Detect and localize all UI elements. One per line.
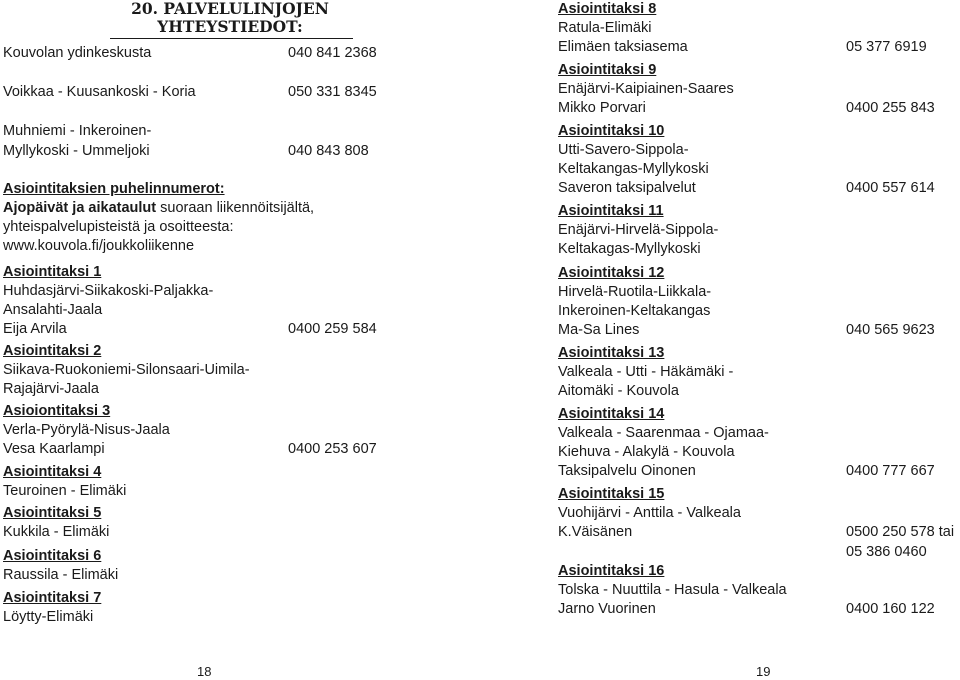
taxi-phone: 0400 253 607 bbox=[288, 441, 377, 457]
taxi-route: Valkeala - Utti - Häkämäki - bbox=[558, 364, 734, 380]
taxi-phone: 0500 250 578 tai bbox=[846, 524, 955, 540]
taxi-title: Asiointitaksi 4 bbox=[3, 464, 102, 480]
taxi-operator: K.Väisänen bbox=[558, 524, 633, 540]
taxi-title: Asiointitaksi 2 bbox=[3, 343, 102, 359]
schedule-note bbox=[3, 199, 314, 217]
taxi-title: Asiointitaksi 1 bbox=[3, 264, 102, 280]
taxi-route: Utti-Savero-Sippola- bbox=[558, 142, 689, 158]
schedule-url[interactable]: www.kouvola.fi/joukkoliikenne bbox=[3, 238, 195, 254]
taxi-route: Valkeala - Saarenmaa - Ojamaa- bbox=[558, 425, 769, 441]
taxi-phone: 0400 777 667 bbox=[846, 463, 935, 479]
taxi-route: Kiehuva - Alakylä - Kouvola bbox=[558, 444, 735, 460]
taxi-title: Asiointitaksi 15 bbox=[558, 486, 665, 502]
taxi-operator: Saveron taksipalvelut bbox=[558, 180, 696, 196]
taxi-operator: Jarno Vuorinen bbox=[558, 601, 656, 617]
taxi-title: Asiointitaksi 7 bbox=[3, 590, 102, 606]
taxi-route: Ratula-Elimäki bbox=[558, 20, 652, 36]
contact-phone: 040 841 2368 bbox=[288, 45, 377, 61]
schedule-note-line2: yhteispalvelupisteistä ja osoitteesta: bbox=[3, 219, 234, 235]
contact-phone: 050 331 8345 bbox=[288, 84, 377, 100]
contact-name: Myllykoski - Ummeljoki bbox=[3, 143, 150, 159]
taxi-operator: Taksipalvelu Oinonen bbox=[558, 463, 696, 479]
contact-name: Voikkaa - Kuusankoski - Koria bbox=[3, 84, 196, 100]
taxi-phone: 0400 259 584 bbox=[288, 321, 377, 337]
contact-phone: 040 843 808 bbox=[288, 143, 369, 159]
taxi-title: Asiointitaksi 14 bbox=[558, 406, 665, 422]
taxi-title: Asiointitaksi 5 bbox=[3, 505, 102, 521]
taxi-route: Huhdasjärvi-Siikakoski-Paljakka- bbox=[3, 283, 214, 299]
phone-heading: Asiointitaksien puhelinnumerot: bbox=[3, 181, 225, 197]
section-title bbox=[110, 0, 350, 36]
taxi-title: Asiointitaksi 11 bbox=[558, 203, 664, 219]
taxi-operator: Elimäen taksiasema bbox=[558, 39, 688, 55]
taxi-phone: 0400 160 122 bbox=[846, 601, 935, 617]
taxi-operator: Vesa Kaarlampi bbox=[3, 441, 105, 457]
taxi-route: Raussila - Elimäki bbox=[3, 567, 119, 583]
taxi-route: Siikava-Ruokoniemi-Silonsaari-Uimila- bbox=[3, 362, 250, 378]
taxi-phone: 0400 557 614 bbox=[846, 180, 935, 196]
section-title-line2: YHTEYSTIEDOT: bbox=[157, 17, 303, 36]
taxi-title: Asiointitaksi 12 bbox=[558, 265, 665, 281]
taxi-route: Keltakangas-Myllykoski bbox=[558, 161, 709, 177]
taxi-title: Asioiontitaksi 3 bbox=[3, 403, 111, 419]
taxi-title: Asiointitaksi 9 bbox=[558, 62, 657, 78]
page-number-left: 18 bbox=[197, 664, 212, 679]
taxi-phone: 0400 255 843 bbox=[846, 100, 935, 116]
taxi-phone: 05 377 6919 bbox=[846, 39, 927, 55]
taxi-title: Asiointitaksi 10 bbox=[558, 123, 665, 139]
taxi-route: Enäjärvi-Hirvelä-Sippola- bbox=[558, 222, 719, 238]
taxi-title: Asiointitaksi 16 bbox=[558, 563, 665, 579]
taxi-title: Asiointitaksi 8 bbox=[558, 1, 657, 17]
taxi-route: Teuroinen - Elimäki bbox=[3, 483, 127, 499]
taxi-route: Inkeroinen-Keltakangas bbox=[558, 303, 711, 319]
schedule-note-bold: Ajopäivät ja aikataulut bbox=[3, 200, 157, 216]
schedule-note-rest: suoraan liikennöitsijältä, bbox=[156, 200, 315, 216]
section-title-line1: 20. PALVELULINJOJEN bbox=[131, 0, 329, 18]
taxi-phone: 040 565 9623 bbox=[846, 322, 935, 338]
taxi-route: Kukkila - Elimäki bbox=[3, 524, 110, 540]
taxi-route: Hirvelä-Ruotila-Liikkala- bbox=[558, 284, 712, 300]
taxi-route: Keltakagas-Myllykoski bbox=[558, 241, 701, 257]
taxi-route: Ansalahti-Jaala bbox=[3, 302, 103, 318]
taxi-route: Tolska - Nuuttila - Hasula - Valkeala bbox=[558, 582, 787, 598]
taxi-operator: Mikko Porvari bbox=[558, 100, 646, 116]
page-number-right: 19 bbox=[756, 664, 771, 679]
taxi-route: Rajajärvi-Jaala bbox=[3, 381, 99, 397]
taxi-route: Löytty-Elimäki bbox=[3, 609, 94, 625]
taxi-route: Enäjärvi-Kaipiainen-Saares bbox=[558, 81, 734, 97]
taxi-operator: Eija Arvila bbox=[3, 321, 67, 337]
taxi-route: Verla-Pyörylä-Nisus-Jaala bbox=[3, 422, 170, 438]
contact-name: Muhniemi - Inkeroinen- bbox=[3, 123, 152, 139]
title-divider bbox=[110, 38, 353, 39]
taxi-title: Asiointitaksi 13 bbox=[558, 345, 665, 361]
taxi-title: Asiointitaksi 6 bbox=[3, 548, 102, 564]
taxi-phone-alt: 05 386 0460 bbox=[846, 544, 927, 560]
taxi-operator: Ma-Sa Lines bbox=[558, 322, 640, 338]
taxi-route: Vuohijärvi - Anttila - Valkeala bbox=[558, 505, 741, 521]
taxi-route: Aitomäki - Kouvola bbox=[558, 383, 679, 399]
contact-name: Kouvolan ydinkeskusta bbox=[3, 45, 152, 61]
